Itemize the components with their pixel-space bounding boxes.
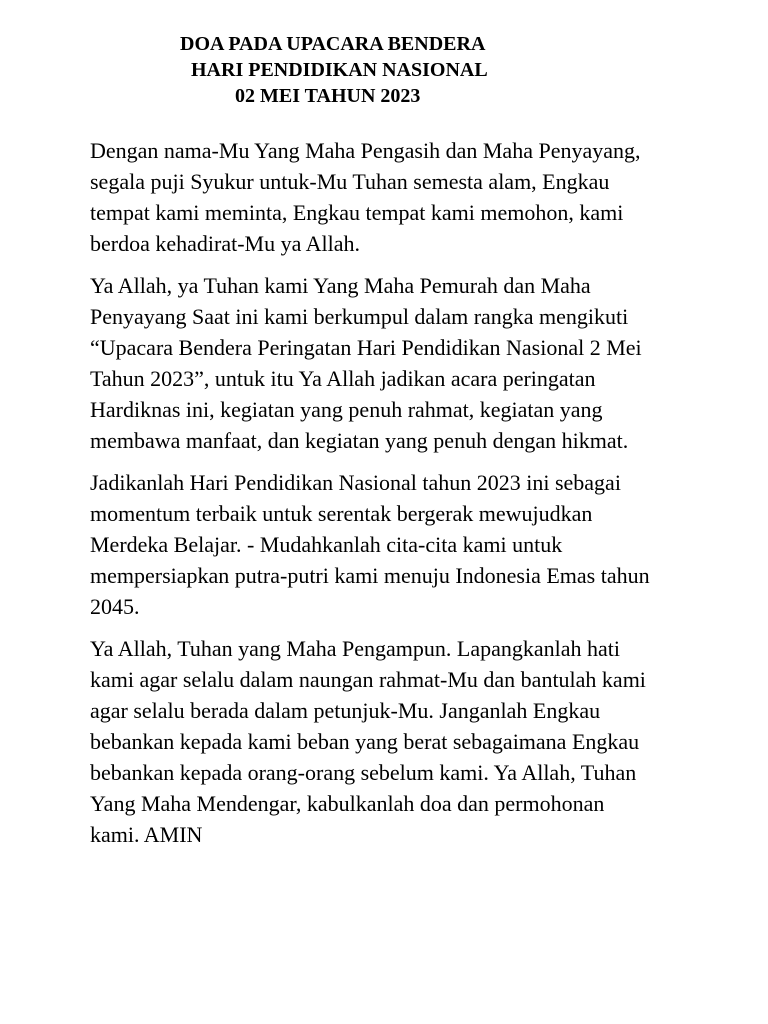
paragraph-line: momentum terbaik untuk serentak bergerak mewujudkan <box>90 501 593 526</box>
paragraph-line: Ya Allah, ya Tuhan kami Yang Maha Pemurah dan Maha <box>90 273 591 298</box>
paragraph-line: Hardiknas ini, kegiatan yang penuh rahmat, kegiatan yang <box>90 397 603 422</box>
paragraph-line: segala puji Syukur untuk-Mu Tuhan semesta alam, Engkau <box>90 169 610 194</box>
paragraph-4 <box>90 633 690 850</box>
document-title <box>0 31 768 109</box>
paragraph-line: Penyayang Saat ini kami berkumpul dalam rangka mengikuti <box>90 304 629 329</box>
paragraph-line: Tahun 2023”, untuk itu Ya Allah jadikan acara peringatan <box>90 366 596 391</box>
paragraph-line: agar selalu berada dalam petunjuk-Mu. Janganlah Engkau <box>90 698 601 723</box>
paragraph-line: kami. AMIN <box>90 822 203 847</box>
paragraph-line: “Upacara Bendera Peringatan Hari Pendidikan Nasional 2 Mei <box>90 335 642 360</box>
paragraph-line: mempersiapkan putra-putri kami menuju Indonesia Emas tahun <box>90 563 650 588</box>
title-line-2: HARI PENDIDIKAN NASIONAL <box>191 59 488 81</box>
paragraph-line: bebankan kepada kami beban yang berat sebagaimana Engkau <box>90 729 640 754</box>
paragraph-line: kami agar selalu dalam naungan rahmat-Mu dan bantulah kami <box>90 667 646 692</box>
paragraph-line: bebankan kepada orang-orang sebelum kami. Ya Allah, Tuhan <box>90 760 637 785</box>
document-body <box>90 135 690 861</box>
paragraph-line: Jadikanlah Hari Pendidikan Nasional tahun 2023 ini sebagai <box>90 470 621 495</box>
paragraph-line: Ya Allah, Tuhan yang Maha Pengampun. Lapangkanlah hati <box>90 636 620 661</box>
paragraph-line: Dengan nama-Mu Yang Maha Pengasih dan Maha Penyayang, <box>90 138 641 163</box>
title-line-1: DOA PADA UPACARA BENDERA <box>180 33 486 55</box>
paragraph-line: Yang Maha Mendengar, kabulkanlah doa dan permohonan <box>90 791 605 816</box>
paragraph-line: tempat kami meminta, Engkau tempat kami memohon, kami <box>90 200 624 225</box>
paragraph-line: berdoa kehadirat-Mu ya Allah. <box>90 231 361 256</box>
paragraph-1 <box>90 135 690 259</box>
paragraph-3 <box>90 467 690 622</box>
paragraph-line: Merdeka Belajar. - Mudahkanlah cita-cita kami untuk <box>90 532 563 557</box>
paragraph-2 <box>90 270 690 456</box>
paragraph-line: 2045. <box>90 594 140 619</box>
paragraph-line: membawa manfaat, dan kegiatan yang penuh dengan hikmat. <box>90 428 629 453</box>
title-line-3: 02 MEI TAHUN 2023 <box>235 85 421 107</box>
